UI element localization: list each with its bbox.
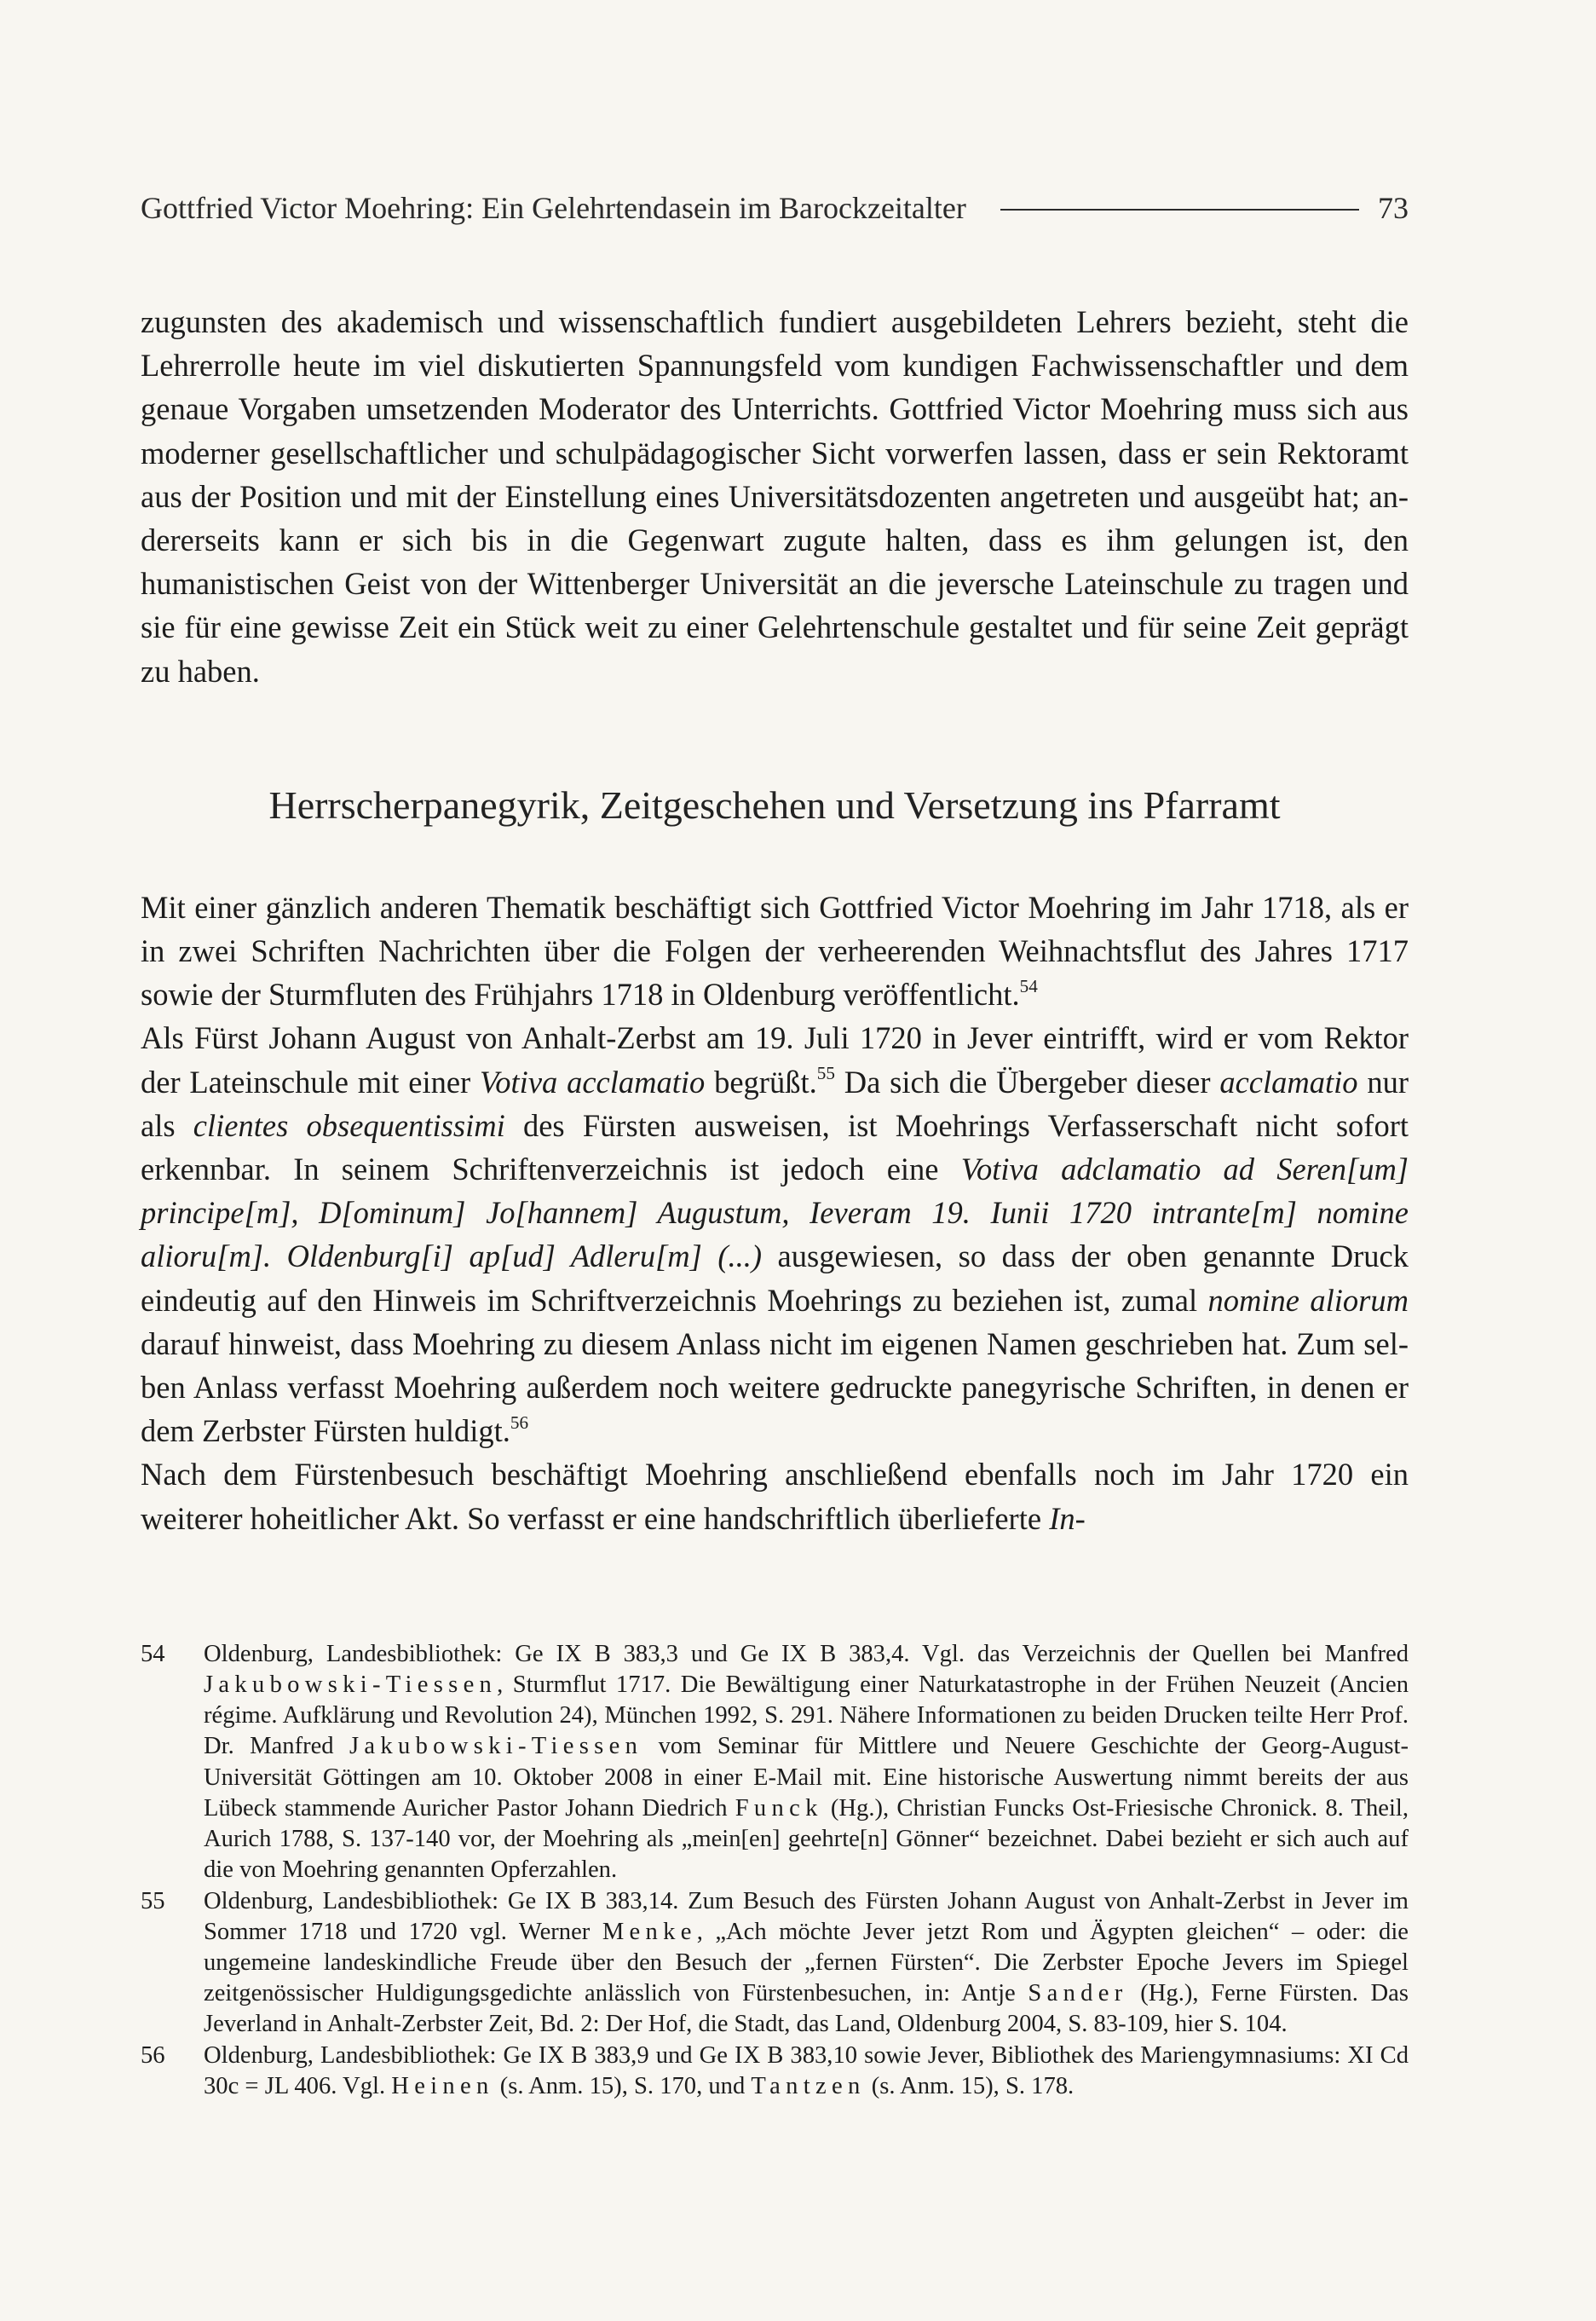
running-header-title: Gottfried Victor Moehring: Ein Gelehrtendasein im Barockzeitalter [141,191,966,225]
text-run: darauf hinweist, dass Moehring zu diesem Anlass nicht im eigenen Namen geschrieben hat. Zum selben Anlass verfasst Moehring außerdem noch weitere gedruckte panegyrische Schriften, in denen er dem Zerbster Fürsten huldigt. [141,1325,1409,1449]
author-name: Jakubowski-Tiessen [349,1733,643,1760]
text-run: (s. Anm. 15), S. 178. [865,2072,1075,2099]
italic-run: Votiva adclamatio ad Seren[um] principe[m], D[ominum] Jo[hannem] Augustum, Ieveram 19. Iunii 1720 intrante[m] nomine alioru[m]. Oldenburg[i] ap[ud] Adleru[m] (...) [141,1152,1409,1274]
text-run: (Hg.), Christian Funcks Ost-Friesische Chronick. 8. Theil, Aurich 1788, S. 137-140 vor, der Moehring als „mein[en] geehrte[n] Gönner“ bezeichnet. Dabei bezieht er sich auch auf die von Moehring genannten Opferzahlen. [204,1794,1409,1884]
footnote-text [204,1886,1409,2041]
footnote-ref-56[interactable]: 56 [510,1412,529,1433]
footnote-54 [141,1639,1409,1886]
text-run: begrüßt. [705,1064,817,1100]
paragraph-prince-visit [141,1016,1409,1452]
italic-run: clientes obsequentissimi [193,1107,505,1143]
text-run: vom Seminar für Mittlere und Neuere Geschichte der Georg-August-Universität Göttingen am 10. Oktober 2008 in einer E-Mail mit. Eine historische Auswertung nimmt bereits der aus Lübeck stammende Auricher Pastor Johann Diedrich [204,1733,1409,1822]
text-run: , „Ach möchte Jever jetzt Rom und Ägypten gleichen“ – oder: die ungemeine landeskindliche Freude über den Besuch der „fernen Fürsten“. Die Zerbster Epoche Jevers im Spiegel zeitgenössischer Huldigungsgedichte anlässlich von Fürstenbesuchen, in: Antje [204,1918,1409,2007]
paragraph-continuation [141,300,1409,693]
footnote-number: 56 [141,2041,165,2069]
main-text [141,300,1409,693]
footnote-number: 55 [141,1887,165,1914]
author-name: Menke [602,1918,697,1945]
text-run: Als Fürst Johann August von Anhalt-Zerbst am 19. Juli 1720 in Jever eintrifft, wird er vom Rektor der Lateinschule mit einer [141,1020,1409,1100]
text-run: Oldenburg, Landesbibliothek: Ge IX B 383,3 und Ge IX B 383,4. Vgl. das Verzeichnis der Quellen bei Manfred [204,1640,1409,1667]
italic-run: nomine aliorum [1207,1282,1409,1318]
text-run: (Hg.), Ferne Fürsten. Das Jeverland in Anhalt-Zerbster Zeit, Bd. 2: Der Hof, die Stadt, das Land, Oldenburg 2004, S. 83-109, hier S. 104. [204,1980,1409,2038]
footnote-56 [141,2041,1409,2102]
author-name: Sander [1028,1980,1128,2007]
section-text [141,886,1409,1540]
italic-run: Votiva acclamatio [480,1064,706,1100]
text-run: (s. Anm. 15), S. 170, und [493,2072,752,2099]
page-number: 73 [1378,191,1409,225]
italic-run: acclamatio [1219,1064,1358,1100]
author-name: Jakubowski-Tiessen [204,1671,498,1699]
footnotes [141,1639,1409,2102]
text-run: Da sich die Übergeber dieser [834,1064,1220,1100]
italic-run: In- [1049,1500,1086,1536]
author-name: Heinen [391,2072,494,2099]
footnote-text [204,1639,1409,1886]
text-run: nur als [141,1064,1409,1143]
author-name: Funck [735,1794,823,1822]
text-run: des Fürsten ausweisen, ist Moehrings Verfasserschaft nicht sofort erkennbar. In seinem Schriftenverzeichnis ist jedoch eine [141,1107,1409,1187]
text-run: ausgewiesen, so dass der oben genannte Druck eindeutig auf den Hinweis im Schriftverzeichnis Moehrings zu beziehen ist, zumal [141,1238,1409,1318]
text-run: Nach dem Fürstenbesuch beschäftigt Moehring anschließend ebenfalls noch im Jahr 1720 ein weiterer hoheitlicher Akt. So verfasst er eine handschriftlich überlieferte [141,1457,1409,1536]
text-run: , Sturmflut 1717. Die Bewältigung einer Naturkatastrophe in der Frühen Neuzeit (Ancien régime. Aufklärung und Revolution 24), München 1992, S. 291. Nähere Informationen zu beiden Drucken teilte Herr Prof. Dr. Manfred [204,1671,1409,1760]
running-header [141,189,1409,227]
footnote-number: 54 [141,1640,165,1667]
text-run: Oldenburg, Landesbibliothek: Ge IX B 383,9 und Ge IX B 383,10 sowie Jever, Bibliothek des Mariengymnasiums: XI Cd 30c = JL 406. Vgl. [204,2041,1409,2099]
paragraph-storm-flood [141,886,1409,1017]
author-name: Tantzen [751,2072,866,2099]
paragraph-text: Mit einer gänzlich anderen Thematik beschäftigt sich Gottfried Victor Moehring im Jahr 1718, als er in zwei Schriften Nachrichten über die Folgen der verheerenden Weihnachtsflut des Jahres 1717 sowie der Sturmfluten des Frühjahrs 1718 in Oldenburg veröffentlicht. [141,889,1409,1013]
footnote-ref-54[interactable]: 54 [1019,975,1038,996]
paragraph-after-visit [141,1452,1409,1539]
section-heading: Herrscherpanegyrik, Zeitgeschehen und Versetzung ins Pfarramt [268,782,1281,827]
footnote-55 [141,1886,1409,2041]
footnote-text [204,2041,1409,2102]
text-run: Oldenburg, Landesbibliothek: Ge IX B 383,14. Zum Besuch des Fürsten Johann August von Anhalt-Zerbst in Jever im Sommer 1718 und 1720 vgl. Werner [204,1887,1409,1945]
paragraph-text: zugunsten des akademisch und wissenschaftlich fundiert ausgebildeten Lehrers bezieht, steht die Lehrerrolle heute im viel diskutierten Spannungsfeld vom kundigen Fachwissenschaftler und dem genaue Vorgaben umsetzenden Moderator des Unterrichts. Gottfried Victor Moehring muss sich aus moderner gesellschaftlicher und schulpädagogischer Sicht vorwerfen lassen, dass er sein Rektoramt aus der Position und mit der Einstellung eines Universitätsdozenten angetreten und ausgeübt hat; andererseits kann er sich bis in die Gegenwart zugute halten, dass es ihm gelungen ist, den humanistischen Geist von der Wittenberger Universität an die jeversche Lateinschule zu tragen und sie für eine gewisse Zeit ein Stück weit zu einer Gelehrtenschule gestaltet und für seine Zeit geprägt zu haben. [141,304,1409,689]
footnote-ref-55[interactable]: 55 [816,1063,835,1084]
header-rule [1000,209,1359,211]
